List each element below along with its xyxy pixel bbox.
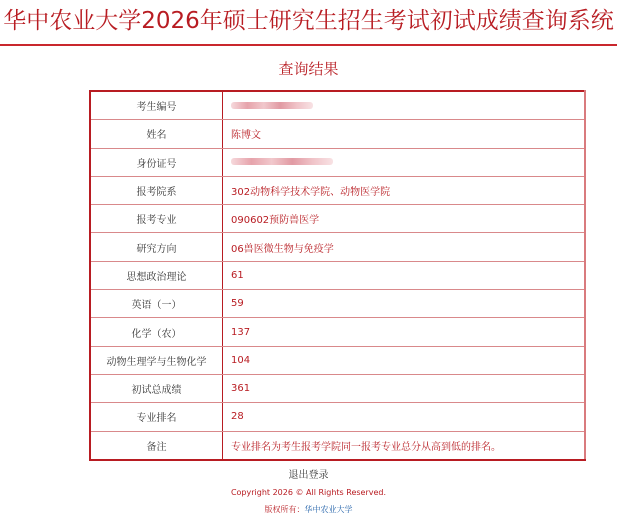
masked-value: [231, 158, 333, 165]
section-title: 查询结果: [278, 60, 339, 78]
row-label: 思想政治理论: [90, 261, 223, 289]
department-value: 302动物科学技术学院、动物医学院: [223, 176, 586, 204]
university-link[interactable]: 华中农业大学: [304, 505, 353, 514]
row-label: 初试总成绩: [90, 374, 223, 402]
row-label: 报考院系: [90, 176, 223, 204]
chemistry-score: 137: [223, 318, 586, 346]
id-number-value: [223, 148, 586, 176]
result-table: [89, 90, 586, 461]
table-row: [90, 91, 585, 120]
table-row: [90, 431, 585, 460]
physiology-biochem-score: 104: [223, 346, 586, 374]
table-row: [90, 374, 585, 402]
row-label: 备注: [90, 431, 223, 460]
major-rank: 28: [223, 403, 586, 431]
table-row: [90, 290, 585, 318]
row-label: 动物生理学与生物化学: [90, 346, 223, 374]
table-row: [90, 346, 585, 374]
row-label: 姓名: [90, 120, 223, 148]
row-label: 报考专业: [90, 205, 223, 233]
page-title: 华中农业大学2026年硕士研究生招生考试初试成绩查询系统: [3, 8, 614, 34]
row-label: 研究方向: [90, 233, 223, 261]
politics-score: 61: [223, 261, 586, 289]
table-row: [90, 205, 585, 233]
owner-prefix: 版权所有：: [264, 505, 305, 514]
research-direction-value: 06兽医微生物与免疫学: [223, 233, 586, 261]
row-label: 考生编号: [90, 91, 223, 120]
candidate-number-value: [223, 91, 586, 120]
row-label: 英语（一）: [90, 290, 223, 318]
table-row: [90, 148, 585, 176]
header-divider: [0, 44, 617, 46]
table-row: [90, 233, 585, 261]
owner-line: [0, 504, 617, 515]
logout-link[interactable]: 退出登录: [288, 470, 329, 481]
row-label: 身份证号: [90, 148, 223, 176]
table-row: [90, 318, 585, 346]
remarks-value: 专业排名为考生报考学院同一报考专业总分从高到低的排名。: [231, 441, 501, 453]
table-row: [90, 403, 585, 431]
name-value: 陈博文: [223, 120, 586, 148]
row-label: 专业排名: [90, 403, 223, 431]
table-row: [90, 261, 585, 289]
masked-value: [231, 102, 313, 109]
copyright-text: Copyright 2026 © All Rights Reserved.: [230, 488, 387, 497]
table-row: [90, 120, 585, 148]
total-score: 361: [223, 374, 586, 402]
table-row: [90, 176, 585, 204]
row-label: 化学（农）: [90, 318, 223, 346]
english-score: 59: [223, 290, 586, 318]
major-value: 090602预防兽医学: [223, 205, 586, 233]
